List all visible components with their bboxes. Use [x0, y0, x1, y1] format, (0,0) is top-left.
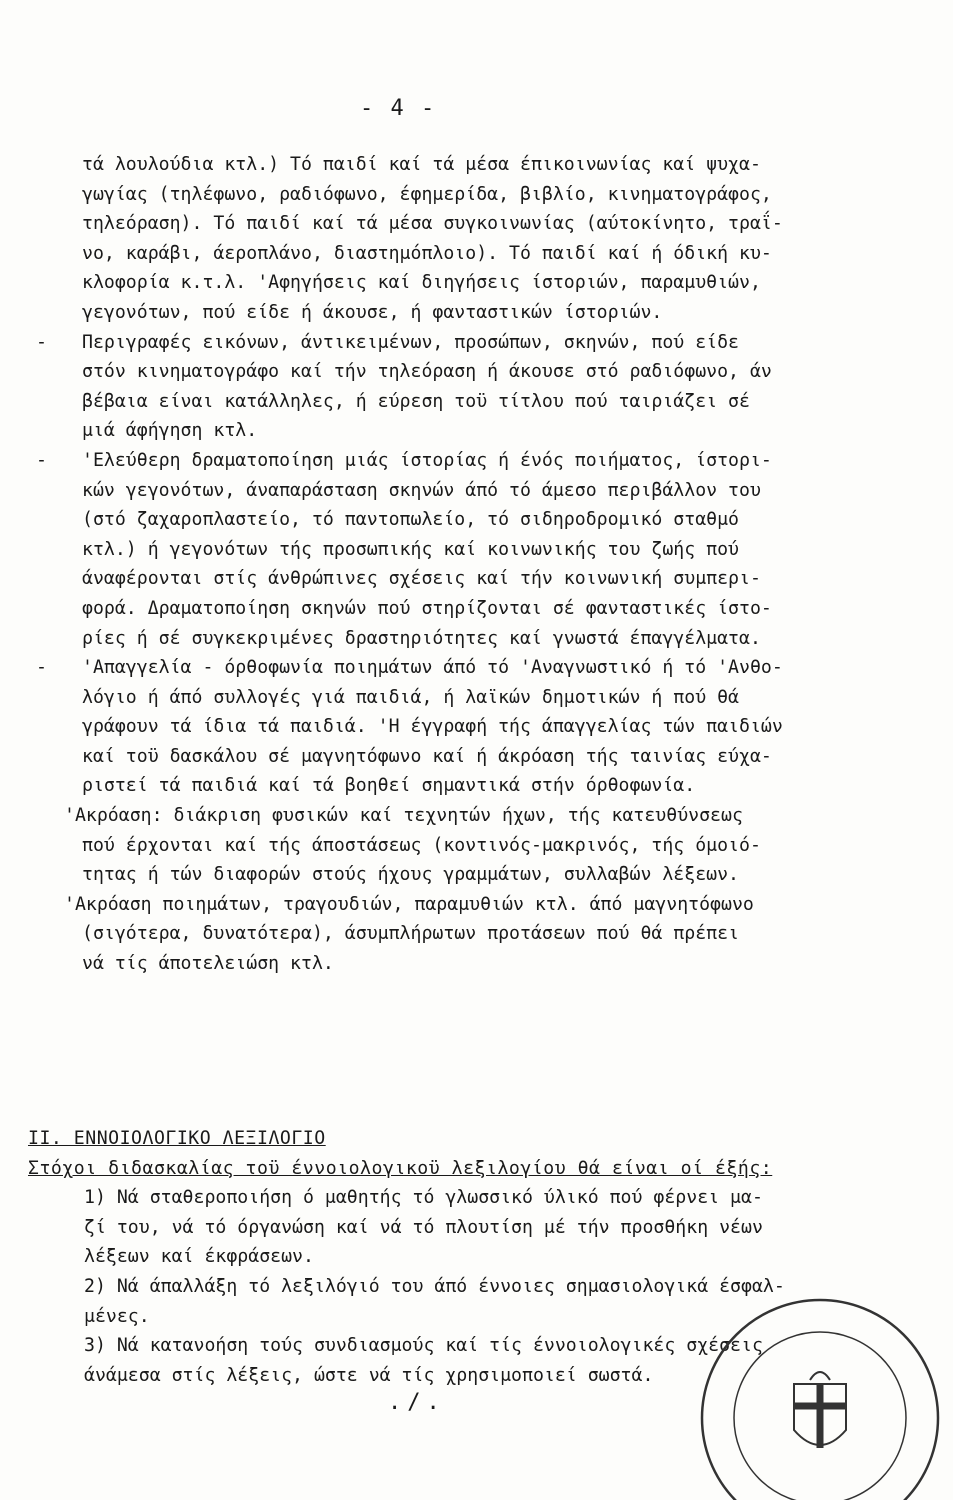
- bullet-line: - 'Ελεύθερη δραματοποίηση μιάς ίστορίας ή ένός ποιήματος, ίστορι-: [50, 446, 930, 476]
- text-line: (στό ζαχαροπλαστείο, τό παντοπωλείο, τό σιδηροδρομικό σταθμό: [82, 509, 739, 531]
- text-line: τά λουλούδια κτλ.) Τό παιδί καί τά μέσα έπικοινωνίας καί ψυχα-: [82, 154, 761, 175]
- text-line: κών γεγονότων, άναπαράσταση σκηνών άπό τό άμεσο περιβάλλον του: [82, 479, 761, 501]
- bullet-line: - Περιγραφές εικόνων, άντικειμένων, προσώπων, σκηνών, πού είδε: [50, 328, 930, 358]
- text-line: καί τοϋ δασκάλου σέ μαγνητόφωνο καί ή άκρόαση τής ταινίας εύχα-: [82, 745, 772, 767]
- goal-line: άνάμεσα στίς λέξεις, ώστε νά τίς χρησιμοποιεί σωστά.: [84, 1364, 654, 1386]
- text-line: (σιγότερα, δυνατότερα), άσυμπλήρωτων προτάσεων πού θά πρέπει: [82, 923, 739, 945]
- text-line: 'Ακρόαση ποιημάτων, τραγουδιών, παραμυθιών κτλ. άπό μαγνητόφωνο: [64, 893, 754, 915]
- text-line: λόγιο ή άπό συλλογές γιά παιδιά, ή λαϊκών δημοτικών ή πού θά: [82, 686, 739, 708]
- goal-line: λέξεων καί έκφράσεων.: [84, 1246, 314, 1268]
- text-line: νά τίς άποτελειώση κτλ.: [82, 953, 334, 975]
- goal-line: 2) Νά άπαλλάξη τό λεξιλόγιό του άπό έννοιες σημασιολογικά έσφαλ-: [84, 1275, 785, 1297]
- text-line: άναφέρονται στίς άνθρώπινες σχέσεις καί τήν κοινωνική συμπερι-: [82, 568, 761, 590]
- text-line: πού έρχονται καί τής άποστάσεως (κοντινός-μακρινός, τής όμοιό-: [82, 834, 761, 856]
- text-line: γεγονότων, πού είδε ή άκουσε, ή φανταστικών ίστοριών.: [82, 301, 663, 323]
- text-line: βέβαια είναι κατάλληλες, ή εύρεση τοϋ τίτλου πού ταιριάζει σέ: [82, 390, 750, 412]
- goal-line: μένες.: [84, 1305, 150, 1327]
- seal-stamp-icon: [690, 1288, 950, 1500]
- text-line: ρίες ή σέ συγκεκριμένες δραστηριότητες καί γνωστά έπαγγέλματα.: [82, 627, 761, 649]
- text-line: τητας ή τών διαφορών στούς ήχους γραμμάτων, συλλαβών λέξεων.: [82, 864, 739, 886]
- goals-heading: Στόχοι διδασκαλίας τοϋ έννοιολογικοϋ λεξιλογίου θά είναι οί έξής:: [28, 1157, 773, 1179]
- text-line: ριστεί τά παιδιά καί τά βοηθεί σημαντικά στήν όρθοφωνία.: [82, 775, 696, 797]
- text-line: κτλ.) ή γεγονότων τής προσωπικής καί κοινωνικής του ζωής πού: [82, 538, 739, 560]
- text-line: γράφουν τά ίδια τά παιδιά. 'Η έγγραφή τής άπαγγελίας τών παιδιών: [82, 716, 783, 738]
- section-heading: ΙΙ. ΕΝΝΟΙΟΛΟΓΙΚΟ ΛΕΞΙΛΟΓΙΟ: [28, 1128, 326, 1149]
- goal-line: 1) Νά σταθεροποιήση ό μαθητής τό γλωσσικό ύλικό πού φέρνει μα-: [84, 1187, 763, 1209]
- text-line: τηλεόραση). Τό παιδί καί τά μέσα συγκοινωνίας (αύτοκίνητο, τραΐ-: [82, 213, 783, 235]
- text-line: γωγίας (τηλέφωνο, ραδιόφωνο, έφημερίδα, βιβλίο, κινηματογράφος,: [82, 183, 772, 205]
- text-line: κλοφορία κ.τ.λ. 'Αφηγήσεις καί διηγήσεις ίστοριών, παραμυθιών,: [82, 272, 761, 294]
- text-line: 'Ακρόαση: διάκριση φυσικών καί τεχνητών ήχων, τής κατευθύνσεως: [64, 805, 743, 827]
- goal-line: ζί του, νά τό όργανώση καί νά τό πλουτίση μέ τήν προσθήκη νέων: [84, 1216, 763, 1238]
- continuation-mark: ./.: [388, 1390, 446, 1415]
- bullet-line: - 'Απαγγελία - όρθοφωνία ποιημάτων άπό τό 'Αναγνωστικό ή τό 'Ανθο-: [50, 653, 930, 683]
- text-line: μιά άφήγηση κτλ.: [82, 420, 258, 442]
- page-number: - 4 -: [360, 96, 437, 121]
- text-line: στόν κινηματογράφο καί τήν τηλεόραση ή άκουσε στό ραδιόφωνο, άν: [82, 361, 772, 383]
- text-line: φορά. Δραματοποίηση σκηνών πού στηρίζονται σέ φανταστικές ίστο-: [82, 597, 772, 619]
- goal-line: 3) Νά κατανοήση τούς συνδιασμούς καί τίς έννοιολογικές σχέσεις: [84, 1335, 763, 1357]
- text-line: νο, καράβι, άεροπλάνο, διαστημόπλοιο). Τό παιδί καί ή όδική κυ-: [82, 242, 772, 264]
- body-text: [50, 150, 930, 979]
